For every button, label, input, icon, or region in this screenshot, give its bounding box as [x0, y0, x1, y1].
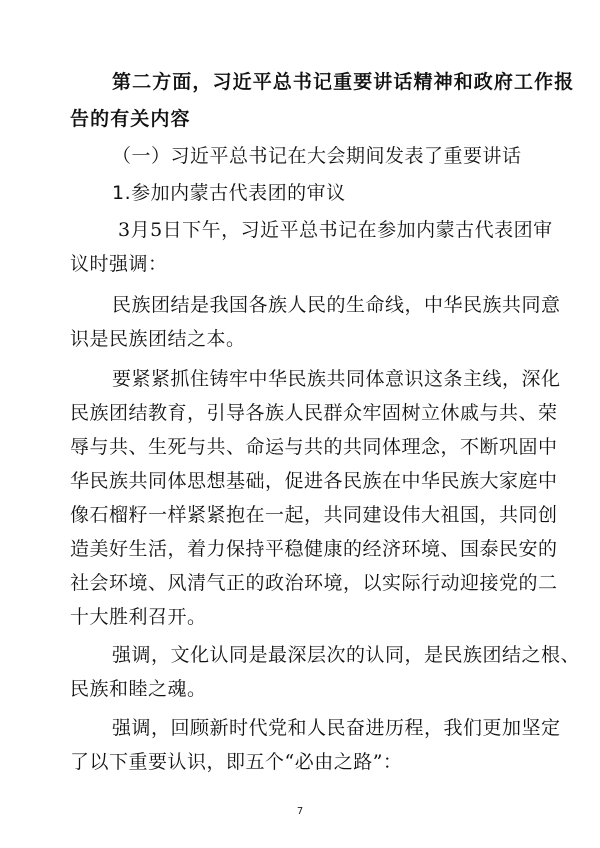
- paragraph-3-line-5: 像石榴籽一样紧紧抱在一起，共同建设伟大祖国，共同创: [70, 504, 558, 526]
- paragraph-3-line-3: 辱与共、生死与共、命运与共的共同体理念，不断巩固中: [70, 436, 558, 458]
- section-heading-line-2: 告的有关内容: [70, 108, 191, 130]
- paragraph-5-line-1: 强调，回顾新时代党和人民奋进历程，我们更加坚定: [112, 717, 561, 739]
- paragraph-1-line-2: 议时强调：: [70, 253, 168, 275]
- paragraph-3-line-1: 要紧紧抓住铸牢中华民族共同体意识这条主线，深化: [112, 368, 561, 390]
- paragraph-3-line-8: 十大胜利召开。: [70, 606, 207, 628]
- section-heading-line-1: 第二方面，习近平总书记重要讲话精神和政府工作报: [112, 71, 575, 93]
- paragraph-4-line-2: 民族和睦之魂。: [70, 678, 207, 700]
- paragraph-3-line-4: 华民族共同体思想基础，促进各民族在中华民族大家庭中: [70, 470, 558, 492]
- paragraph-1-line-1: 3月5日下午，习近平总书记在参加内蒙古代表团审: [118, 219, 553, 241]
- page-number: 7: [296, 806, 304, 817]
- paragraph-3-line-6: 造美好生活，着力保持平稳健康的经济环境、国泰民安的: [70, 538, 558, 560]
- paragraph-2-line-1: 民族团结是我国各族人民的生命线，中华民族共同意: [112, 294, 561, 316]
- paragraph-2-line-2: 识是民族团结之本。: [70, 328, 246, 350]
- paragraph-3-line-7: 社会环境、风清气正的政治环境，以实际行动迎接党的二: [70, 572, 558, 594]
- subheading-inner-mongolia: 1.参加内蒙古代表团的审议: [112, 182, 346, 204]
- paragraph-5-line-2: 了以下重要认识，即五个“必由之路”：: [70, 751, 403, 773]
- paragraph-3-line-2: 民族团结教育，引导各族人民群众牢固树立休戚与共、荣: [70, 402, 558, 424]
- paragraph-4-line-1: 强调，文化认同是最深层次的认同，是民族团结之根、: [112, 644, 581, 666]
- subheading-speech: （一）习近平总书记在大会期间发表了重要讲话: [112, 145, 522, 167]
